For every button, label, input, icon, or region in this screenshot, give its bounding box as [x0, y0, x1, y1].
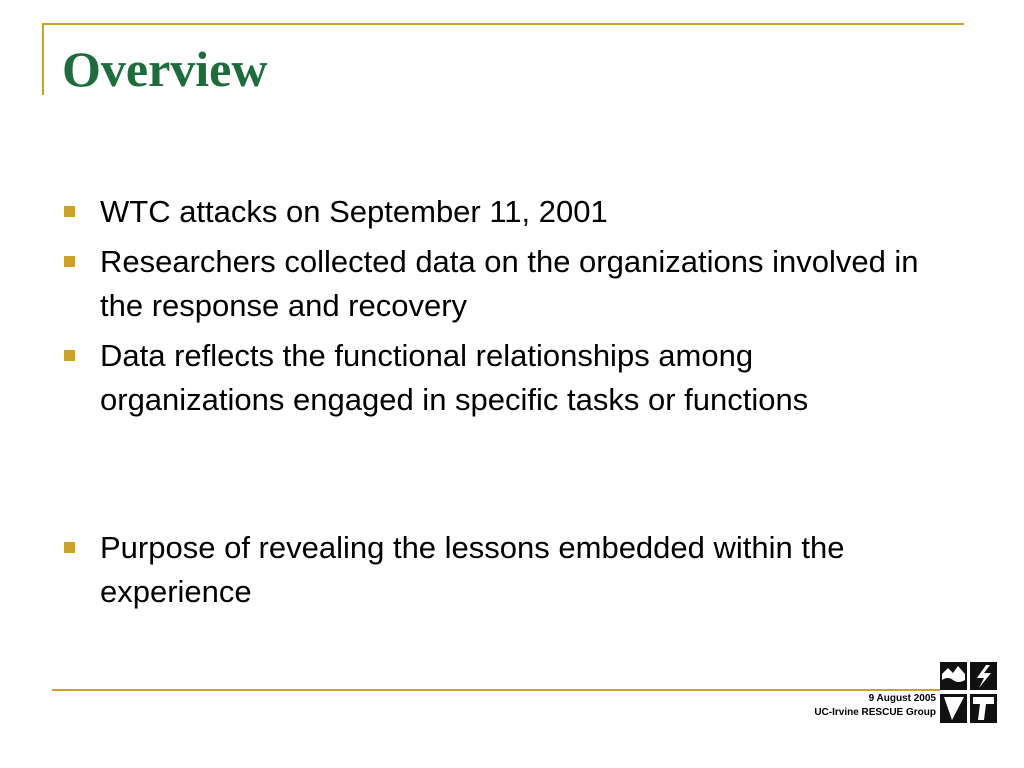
bullet-item	[60, 190, 940, 234]
footer-date: 9 August 2005	[868, 693, 936, 704]
footer-group: UC-Irvine RESCUE Group	[814, 707, 936, 718]
bullet-text: Data reflects the functional relationships among organizations engaged in specific tasks or functions	[100, 338, 809, 417]
bullet-item	[60, 334, 940, 422]
square-bullet-icon	[64, 542, 75, 553]
square-bullet-icon	[64, 256, 75, 267]
top-divider	[42, 23, 964, 25]
bullet-item	[60, 240, 940, 328]
rescue-logo-icon	[940, 662, 998, 724]
bullet-text: Researchers collected data on the organizations involved in the response and recovery	[100, 244, 919, 323]
slide-title: Overview	[62, 41, 268, 97]
footer	[814, 692, 936, 720]
bullet-item	[60, 526, 940, 614]
square-bullet-icon	[64, 350, 75, 361]
bullet-text: WTC attacks on September 11, 2001	[100, 194, 608, 229]
left-divider	[42, 23, 44, 95]
bullet-list	[60, 190, 940, 620]
bullet-text: Purpose of revealing the lessons embedded within the experience	[100, 530, 845, 609]
square-bullet-icon	[64, 206, 75, 217]
bottom-divider	[52, 689, 940, 691]
